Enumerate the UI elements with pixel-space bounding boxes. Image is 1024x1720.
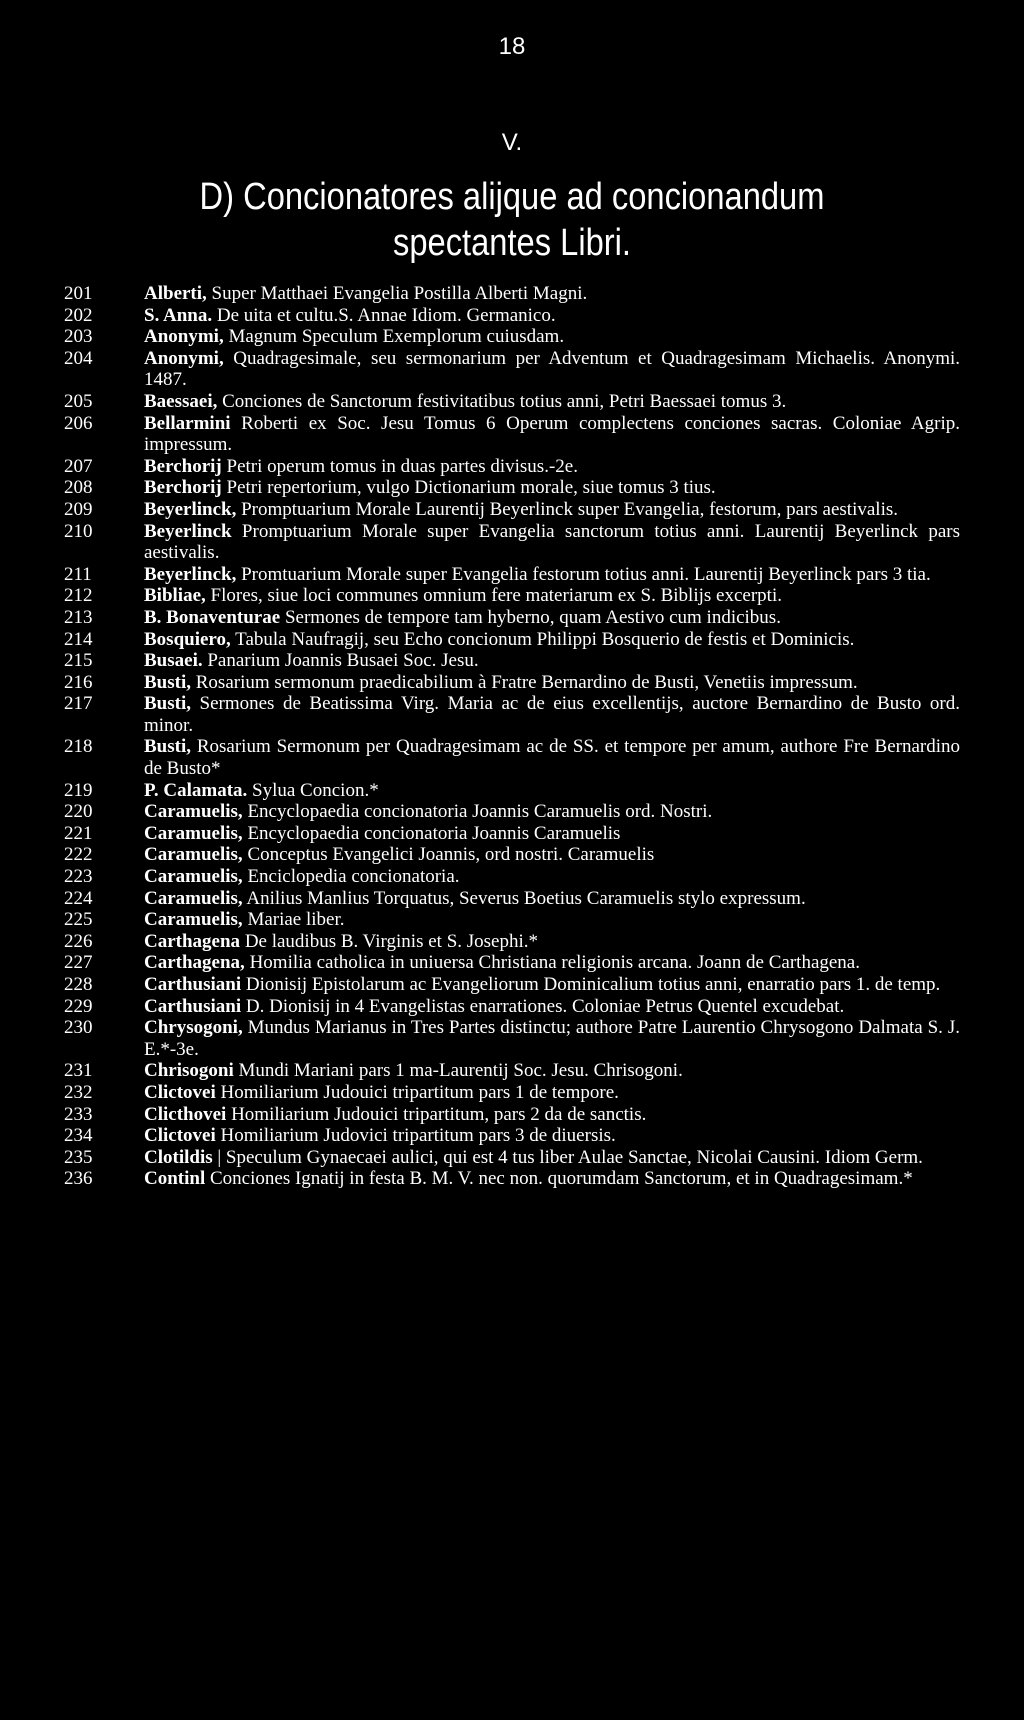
entry-number: 216 bbox=[64, 671, 93, 693]
catalogue-entry bbox=[64, 1125, 960, 1147]
entry-number: 211 bbox=[64, 563, 92, 585]
entry-description: Mundus Marianus in Tres Partes distinctu; authore Patre Laurentio Chrysogono Dalmata S. J. E.*-3e. bbox=[144, 1017, 960, 1060]
entry-author: Beyerlinck, bbox=[144, 563, 237, 585]
catalogue-entry bbox=[64, 326, 960, 348]
entry-description: Mundi Mariani pars 1 ma-Laurentij Soc. Jesu. Chrisogoni. bbox=[233, 1060, 683, 1082]
entry-number: 206 bbox=[64, 412, 93, 434]
entry-number: 214 bbox=[64, 628, 93, 650]
entry-description: Promptuarium Morale super Evangelia sanctorum totius anni. Laurentij Beyerlinck pars aestivalis. bbox=[144, 520, 960, 564]
entry-author: Chrisogoni bbox=[144, 1060, 234, 1082]
catalogue-entry bbox=[64, 693, 960, 736]
entry-number: 204 bbox=[64, 347, 93, 369]
entry-description: Conceptus Evangelici Joannis, ord nostri. Caramuelis bbox=[242, 844, 655, 866]
entry-author: Continl bbox=[144, 1168, 206, 1190]
entry-author: Chrysogoni, bbox=[144, 1017, 243, 1039]
entry-description: Homiliarium Judouici tripartitum pars 1 de tempore. bbox=[215, 1081, 619, 1103]
entry-author: Carthagena bbox=[144, 930, 241, 952]
catalogue-entry bbox=[64, 801, 960, 823]
entry-number: 221 bbox=[64, 822, 93, 844]
entry-author: Bibliae, bbox=[144, 585, 206, 607]
entry-description: Homiliarium Judouici tripartitum, pars 2 da de sanctis. bbox=[226, 1103, 647, 1125]
catalogue-entry bbox=[64, 996, 960, 1018]
entry-number: 207 bbox=[64, 455, 93, 477]
catalogue-entry bbox=[64, 521, 960, 564]
catalogue-entry bbox=[64, 866, 960, 888]
entry-description: Petri repertorium, vulgo Dictionarium morale, siue tomus 3 tius. bbox=[221, 477, 716, 499]
entry-author: P. Calamata. bbox=[144, 779, 248, 801]
entry-description: De uita et cultu.S. Annae Idiom. Germanico. bbox=[212, 304, 556, 326]
entry-author: Busaei. bbox=[144, 650, 203, 672]
entry-author: Caramuelis, bbox=[144, 866, 243, 888]
entry-description: Flores, siue loci communes omnium fere materiarum ex S. Biblijs excerpti. bbox=[205, 585, 782, 607]
entry-number: 223 bbox=[64, 866, 93, 888]
entry-number: 222 bbox=[64, 844, 93, 866]
catalogue-entry bbox=[64, 1104, 960, 1126]
entry-number: 234 bbox=[64, 1125, 93, 1147]
entry-number: 203 bbox=[64, 326, 93, 348]
entry-author: Busti, bbox=[144, 736, 191, 758]
entry-description: Anilius Manlius Torquatus, Severus Boetius Caramuelis stylo expressum. bbox=[242, 887, 806, 909]
entry-description: Quadragesimale, seu sermonarium per Adventum et Quadragesimam Michaelis. Anonymi. 1487. bbox=[144, 347, 960, 391]
entry-description: Magnum Speculum Exemplorum cuiusdam. bbox=[223, 326, 565, 348]
entry-description: Promptuarium Morale Laurentij Beyerlinck super Evangelia, festorum, pars aestivalis. bbox=[236, 498, 899, 520]
entry-number: 231 bbox=[64, 1060, 93, 1082]
entry-author: S. Anna. bbox=[144, 304, 213, 326]
entry-number: 208 bbox=[64, 477, 93, 499]
entry-number: 229 bbox=[64, 995, 93, 1017]
catalogue-entry bbox=[64, 629, 960, 651]
entry-description: Encyclopaedia concionatoria Joannis Caramuelis bbox=[242, 822, 621, 844]
entry-author: Carthusiani bbox=[144, 995, 242, 1017]
entry-author: Caramuelis, bbox=[144, 887, 243, 909]
catalogue-entry bbox=[64, 391, 960, 413]
section-heading-line: D) Concionatores alijque ad concionandum bbox=[199, 176, 825, 218]
catalogue-entry bbox=[64, 931, 960, 953]
entry-author: Caramuelis, bbox=[144, 822, 243, 844]
entry-number: 202 bbox=[64, 304, 93, 326]
entry-description: Sermones de tempore tam hyberno, quam Aestivo cum indicibus. bbox=[280, 606, 781, 628]
entry-number: 212 bbox=[64, 585, 93, 607]
entry-author: Anonymi, bbox=[144, 326, 224, 348]
entry-author: Clicthovei bbox=[144, 1103, 227, 1125]
entry-number: 225 bbox=[64, 909, 93, 931]
entry-description: D. Dionisij in 4 Evangelistas enarrationes. Coloniae Petrus Quentel excudebat. bbox=[241, 995, 845, 1017]
entry-author: B. Bonaventurae bbox=[144, 606, 281, 628]
entry-description: Super Matthaei Evangelia Postilla Alberti Magni. bbox=[206, 283, 588, 304]
entry-number: 210 bbox=[64, 520, 93, 542]
catalogue-entry bbox=[64, 1060, 960, 1082]
entry-description: Rosarium sermonum praedicabilium à Fratre Bernardino de Busti, Venetiis impressum. bbox=[191, 671, 858, 693]
entry-number: 213 bbox=[64, 606, 93, 628]
catalogue-entry bbox=[64, 1017, 960, 1060]
entry-number: 205 bbox=[64, 390, 93, 412]
entry-number: 228 bbox=[64, 974, 93, 995]
entry-author: Busti, bbox=[144, 671, 191, 693]
entry-description: Promtuarium Morale super Evangelia festorum totius anni. Laurentij Beyerlinck pars 3 tia. bbox=[236, 563, 931, 585]
entry-description: Rosarium Sermonum per Quadragesimam ac de SS. et tempore per amum, authore Fre Bernardino de Busto* bbox=[144, 736, 960, 780]
page-number: 18 bbox=[498, 33, 526, 60]
entry-description: Tabula Naufragij, seu Echo concionum Philippi Bosquerio de festis et Dominicis. bbox=[230, 628, 855, 650]
catalogue-entry bbox=[64, 585, 960, 607]
entry-number: 227 bbox=[64, 952, 93, 974]
catalogue-entry bbox=[64, 477, 960, 499]
catalogue-entry bbox=[64, 1168, 960, 1190]
section-heading bbox=[0, 174, 1024, 266]
entry-description: De laudibus B. Virginis et S. Josephi.* bbox=[240, 930, 539, 952]
entry-description: Mariae liber. bbox=[242, 909, 345, 931]
catalogue-entry bbox=[64, 564, 960, 586]
entry-description: Conciones de Sanctorum festivitatibus totius anni, Petri Baessaei tomus 3. bbox=[217, 390, 787, 412]
catalogue-entry bbox=[64, 499, 960, 521]
catalogue-entry bbox=[64, 780, 960, 802]
entry-author: Beyerlinck bbox=[144, 520, 232, 542]
catalogue-entry bbox=[64, 823, 960, 845]
catalogue-entry bbox=[64, 283, 960, 305]
catalogue-entry bbox=[64, 909, 960, 931]
catalogue-entry bbox=[64, 974, 960, 996]
section-heading-line: spectantes Libri. bbox=[393, 222, 631, 264]
entry-number: 219 bbox=[64, 779, 93, 801]
entry-author: Clictovei bbox=[144, 1125, 216, 1147]
entry-number: 201 bbox=[64, 283, 93, 304]
catalogue-entry bbox=[64, 1147, 960, 1169]
entry-description: Homiliarium Judovici tripartitum pars 3 de diuersis. bbox=[215, 1125, 616, 1147]
entry-number: 235 bbox=[64, 1146, 93, 1168]
entry-description: Conciones Ignatij in festa B. M. V. nec non. quorumdam Sanctorum, et in Quadragesimam.* bbox=[205, 1168, 913, 1190]
catalogue-entry bbox=[64, 456, 960, 478]
entry-author: Berchorij bbox=[144, 477, 222, 499]
entry-number: 233 bbox=[64, 1103, 93, 1125]
entry-number: 232 bbox=[64, 1081, 93, 1103]
entry-author: Bellarmini bbox=[144, 412, 231, 434]
entry-description: Roberti ex Soc. Jesu Tomus 6 Operum complectens conciones sacras. Coloniae Agrip. impressum. bbox=[144, 412, 960, 456]
entry-number: 224 bbox=[64, 887, 93, 909]
section-numeral: V. bbox=[501, 129, 523, 156]
entry-description: Sylua Concion.* bbox=[247, 779, 379, 801]
entry-author: Berchorij bbox=[144, 455, 222, 477]
entry-author: Baessaei, bbox=[144, 390, 218, 412]
catalogue-entry bbox=[64, 607, 960, 629]
entry-description: Enciclopedia concionatoria. bbox=[242, 866, 460, 888]
entry-author: Carthagena, bbox=[144, 952, 245, 974]
entry-description: Petri operum tomus in duas partes divisus.-2e. bbox=[221, 455, 578, 477]
entry-author: Caramuelis, bbox=[144, 909, 243, 931]
catalogue-entry bbox=[64, 1082, 960, 1104]
entry-author: Bosquiero, bbox=[144, 628, 231, 650]
entry-description: Dionisij Epistolarum ac Evangeliorum Dominicalium totius anni, enarratio pars 1. de temp. bbox=[241, 974, 941, 995]
entry-author: Clictovei bbox=[144, 1081, 216, 1103]
catalogue-entry bbox=[64, 736, 960, 779]
entry-number: 217 bbox=[64, 693, 93, 715]
entry-description: Homilia catholica in uniuersa Christiana religionis arcana. Joann de Carthagena. bbox=[244, 952, 860, 974]
entry-author: Busti, bbox=[144, 693, 191, 715]
entry-description: Panarium Joannis Busaei Soc. Jesu. bbox=[202, 650, 479, 672]
entry-author: Caramuelis, bbox=[144, 801, 243, 823]
catalogue-entry bbox=[64, 952, 960, 974]
entry-number: 226 bbox=[64, 930, 93, 952]
entry-number: 230 bbox=[64, 1017, 93, 1039]
catalogue-entry bbox=[64, 672, 960, 694]
entry-author: Carthusiani bbox=[144, 974, 242, 995]
catalogue-entry bbox=[64, 413, 960, 456]
entry-description: | Speculum Gynaecaei aulici, qui est 4 tus liber Aulae Sanctae, Nicolai Causini. Idiom Germ. bbox=[212, 1146, 923, 1168]
catalogue-entry bbox=[64, 844, 960, 866]
entry-number: 209 bbox=[64, 498, 93, 520]
entry-author: Beyerlinck, bbox=[144, 498, 237, 520]
catalogue-entry bbox=[64, 348, 960, 391]
entry-author: Alberti, bbox=[144, 283, 207, 304]
catalogue-entries bbox=[64, 283, 960, 1190]
entry-author: Anonymi, bbox=[144, 347, 224, 369]
catalogue-entry bbox=[64, 305, 960, 327]
entry-author: Caramuelis, bbox=[144, 844, 243, 866]
entry-number: 215 bbox=[64, 650, 93, 672]
catalogue-entry bbox=[64, 650, 960, 672]
entry-description: Encyclopaedia concionatoria Joannis Caramuelis ord. Nostri. bbox=[242, 801, 713, 823]
entry-number: 220 bbox=[64, 801, 93, 823]
entry-description: Sermones de Beatissima Virg. Maria ac de eius excellentijs, auctore Bernardino de Busto ord. minor. bbox=[144, 693, 960, 736]
entry-number: 236 bbox=[64, 1168, 93, 1190]
entry-author: Clotildis bbox=[144, 1146, 213, 1168]
entry-number: 218 bbox=[64, 736, 93, 758]
catalogue-entry bbox=[64, 888, 960, 910]
